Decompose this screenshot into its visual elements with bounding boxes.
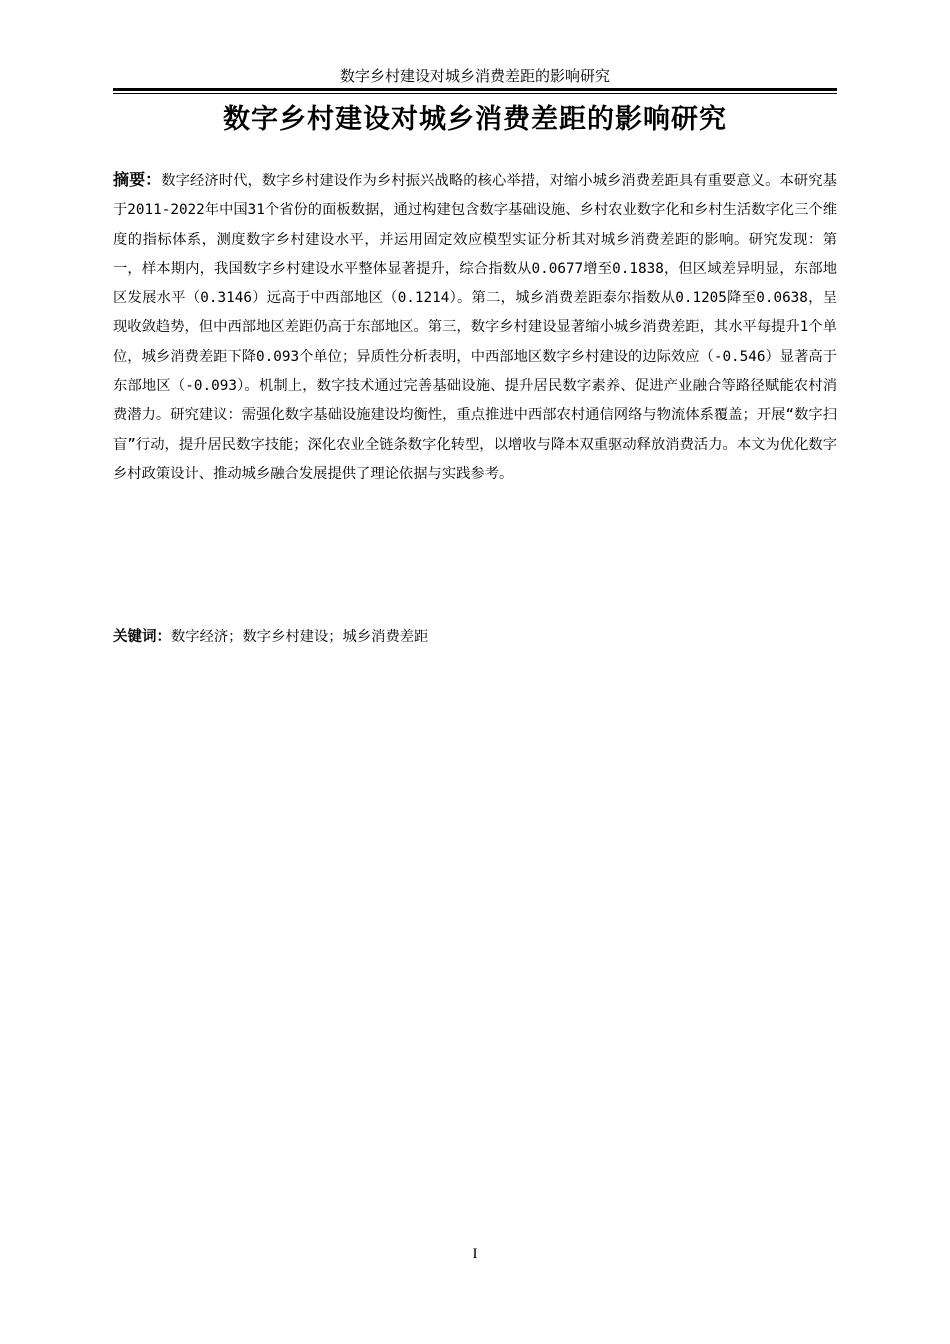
keywords-label: 关键词：: [113, 629, 171, 645]
running-header: 数字乡村建设对城乡消费差距的影响研究: [339, 67, 610, 85]
abstract-label: 摘要：: [113, 170, 162, 189]
keywords-paragraph: [113, 623, 837, 652]
header-rule-thin: [113, 93, 837, 94]
abstract-paragraph: [113, 165, 837, 489]
keywords-text: 数字经济；数字乡村建设；城乡消费差距: [171, 629, 429, 645]
paper-title: 数字乡村建设对城乡消费差距的影响研究: [223, 104, 727, 135]
header-rule-thick: [113, 88, 837, 91]
abstract-text: 数字经济时代，数字乡村建设作为乡村振兴战略的核心举措，对缩小城乡消费差距具有重要意义。本研究基于2011-2022年中国31个省份的面板数据，通过构建包含数字基础设施、乡村农业数字化和乡村生活数字化三个维度的指标体系，测度数字乡村建设水平，并运用固定效应模型实证分析其对城乡消费差距的影响。研究发现：第一，样本期内，我国数字乡村建设水平整体显著提升，综合指数从0.0677增至0.1838，但区域差异明显，东部地区发展水平（0.3146）远高于中西部地区（0.1214）。第二，城乡消费差距泰尔指数从0.1205降至0.0638，呈现收敛趋势，但中西部地区差距仍高于东部地区。第三，数字乡村建设显著缩小城乡消费差距，其水平每提升1个单位，城乡消费差距下降0.093个单位；异质性分析表明，中西部地区数字乡村建设的边际效应（-0.546）显著高于东部地区（-0.093）。机制上，数字技术通过完善基础设施、提升居民数字素养、促进产业融合等路径赋能农村消费潜力。研究建议：需强化数字基础设施建设均衡性，重点推进中西部农村通信网络与物流体系覆盖；开展“数字扫盲”行动，提升居民数字技能；深化农业全链条数字化转型，以增收与降本双重驱动释放消费活力。本文为优化数字乡村政策设计、推动城乡融合发展提供了理论依据与实践参考。: [113, 173, 837, 482]
page-number: I: [472, 1246, 478, 1262]
